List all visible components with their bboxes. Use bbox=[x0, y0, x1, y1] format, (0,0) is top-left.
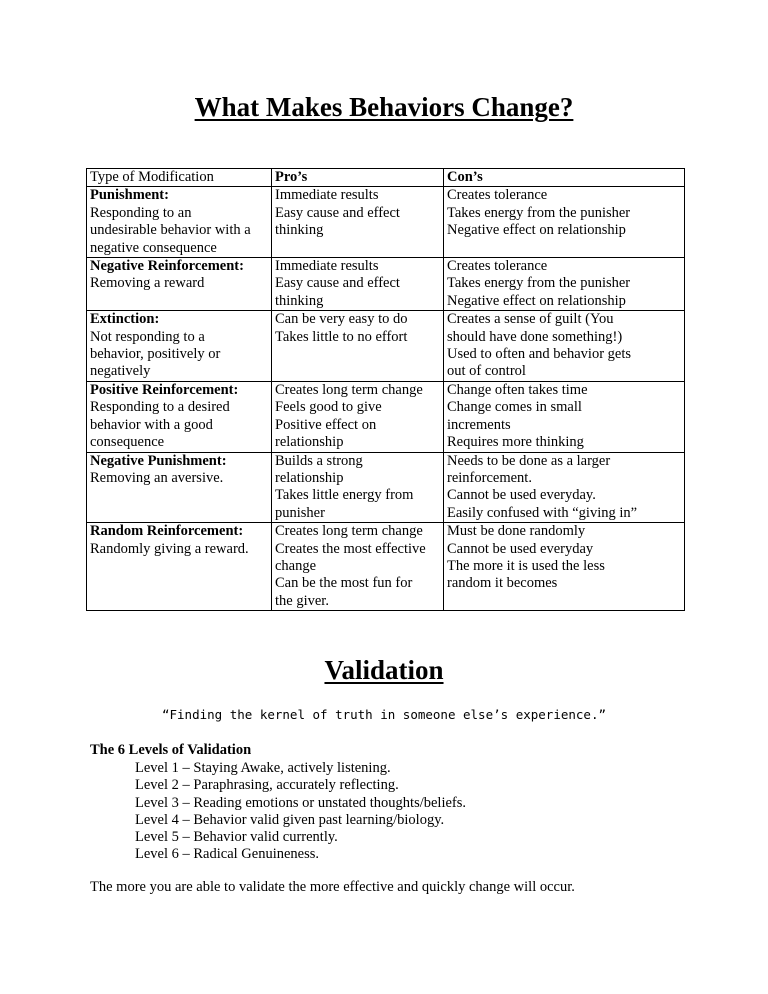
cons-line: Cannot be used everyday bbox=[447, 540, 594, 557]
cons-line: Takes energy from the punisher bbox=[447, 275, 631, 292]
pros-line: Immediate results bbox=[275, 258, 379, 275]
cons-line: should have done something!) bbox=[447, 328, 623, 345]
pros-line: Creates long term change bbox=[275, 381, 423, 398]
table-row bbox=[87, 187, 685, 258]
cons-line: The more it is used the less bbox=[447, 557, 605, 574]
pros-cell bbox=[272, 523, 444, 611]
header-type: Type of Modification bbox=[87, 169, 272, 187]
pros-line: Immediate results bbox=[275, 187, 379, 204]
type-name: Negative Reinforcement: bbox=[90, 258, 244, 275]
pros-line: Positive effect on bbox=[275, 416, 377, 433]
type-desc-line: Removing a reward bbox=[90, 275, 205, 292]
cons-line: Creates tolerance bbox=[447, 258, 548, 275]
type-desc-line: undesirable behavior with a bbox=[90, 222, 251, 239]
type-name: Positive Reinforcement: bbox=[90, 381, 239, 398]
type-desc-line: behavior, positively or bbox=[90, 346, 221, 363]
pros-line: Easy cause and effect bbox=[275, 204, 400, 221]
type-desc-line: Responding to a desired bbox=[90, 399, 230, 416]
cons-cell bbox=[444, 523, 685, 611]
cons-line: Used to often and behavior gets bbox=[447, 346, 632, 363]
pros-line: Feels good to give bbox=[275, 399, 382, 416]
cons-cell bbox=[444, 258, 685, 311]
cons-line: random it becomes bbox=[447, 575, 558, 592]
type-desc-line: Removing an aversive. bbox=[90, 469, 224, 486]
type-cell bbox=[87, 452, 272, 523]
type-desc-line: negative consequence bbox=[90, 239, 217, 256]
cons-cell bbox=[444, 187, 685, 258]
cons-line: reinforcement. bbox=[447, 469, 532, 486]
table-row bbox=[87, 523, 685, 611]
validation-summary: The more you are able to validate the more effective and quickly change will occur. bbox=[90, 879, 575, 895]
pros-line: Can be very easy to do bbox=[275, 311, 408, 328]
validation-title: Validation bbox=[324, 655, 444, 685]
pros-line: Takes little to no effort bbox=[275, 328, 408, 345]
list-item: Level 6 – Radical Genuineness. bbox=[135, 846, 320, 863]
type-name: Punishment: bbox=[90, 187, 169, 204]
type-cell bbox=[87, 523, 272, 611]
pros-line: change bbox=[275, 557, 317, 574]
cons-line: out of control bbox=[447, 363, 526, 380]
pros-line: relationship bbox=[275, 434, 344, 451]
pros-cell bbox=[272, 452, 444, 523]
pros-line: Builds a strong bbox=[275, 452, 363, 469]
cons-cell bbox=[444, 452, 685, 523]
cons-line: Takes energy from the punisher bbox=[447, 204, 631, 221]
cons-line: Creates a sense of guilt (You bbox=[447, 311, 614, 328]
list-item: Level 5 – Behavior valid currently. bbox=[135, 829, 338, 846]
header-cons: Con’s bbox=[444, 169, 685, 187]
type-name: Negative Punishment: bbox=[90, 452, 227, 469]
header-pros: Pro’s bbox=[272, 169, 444, 187]
list-item: Level 4 – Behavior valid given past learning/biology. bbox=[135, 811, 445, 828]
pros-line: relationship bbox=[275, 469, 344, 486]
behavior-modification-table bbox=[86, 168, 685, 611]
type-name: Extinction: bbox=[90, 311, 160, 328]
pros-cell bbox=[272, 311, 444, 382]
cons-line: Easily confused with “giving in” bbox=[447, 504, 638, 521]
cons-cell bbox=[444, 311, 685, 382]
cons-line: Must be done randomly bbox=[447, 523, 586, 540]
table-row bbox=[87, 258, 685, 311]
cons-line: Change often takes time bbox=[447, 381, 588, 398]
cons-line: Requires more thinking bbox=[447, 434, 584, 451]
cons-line: Cannot be used everyday. bbox=[447, 487, 596, 504]
type-desc-line: Randomly giving a reward. bbox=[90, 540, 249, 557]
type-name: Random Reinforcement: bbox=[90, 523, 244, 540]
page-title: What Makes Behaviors Change? bbox=[194, 92, 574, 122]
levels-heading: The 6 Levels of Validation bbox=[90, 742, 252, 758]
pros-cell bbox=[272, 187, 444, 258]
pros-cell bbox=[272, 258, 444, 311]
pros-line: Takes little energy from bbox=[275, 487, 414, 504]
list-item: Level 3 – Reading emotions or unstated thoughts/beliefs. bbox=[135, 794, 467, 811]
cons-line: increments bbox=[447, 416, 511, 433]
pros-cell bbox=[272, 381, 444, 452]
pros-line: punisher bbox=[275, 504, 325, 521]
type-cell bbox=[87, 311, 272, 382]
type-desc-line: Not responding to a bbox=[90, 328, 205, 345]
cons-line: Needs to be done as a larger bbox=[447, 452, 611, 469]
pros-line: thinking bbox=[275, 292, 324, 309]
cons-line: Negative effect on relationship bbox=[447, 222, 626, 239]
table-row bbox=[87, 381, 685, 452]
table-header-row bbox=[87, 169, 685, 187]
table-row bbox=[87, 311, 685, 382]
pros-line: Creates long term change bbox=[275, 523, 423, 540]
type-desc-line: behavior with a good bbox=[90, 416, 213, 433]
cons-cell bbox=[444, 381, 685, 452]
type-desc-line: negatively bbox=[90, 363, 151, 380]
validation-quote: “Finding the kernel of truth in someone else’s experience.” bbox=[161, 707, 606, 722]
list-item: Level 2 – Paraphrasing, accurately reflecting. bbox=[135, 777, 399, 794]
cons-line: Creates tolerance bbox=[447, 187, 548, 204]
cons-line: Negative effect on relationship bbox=[447, 292, 626, 309]
pros-line: Creates the most effective bbox=[275, 540, 426, 557]
pros-line: Easy cause and effect bbox=[275, 275, 400, 292]
cons-line: Change comes in small bbox=[447, 399, 582, 416]
list-item: Level 1 – Staying Awake, actively listening. bbox=[135, 760, 391, 776]
levels-list bbox=[135, 760, 466, 864]
pros-line: Can be the most fun for bbox=[275, 575, 413, 592]
type-cell bbox=[87, 258, 272, 311]
type-desc-line: Responding to an bbox=[90, 204, 192, 221]
pros-line: the giver. bbox=[275, 592, 329, 609]
pros-line: thinking bbox=[275, 222, 324, 239]
type-desc-line: consequence bbox=[90, 434, 165, 451]
table-row bbox=[87, 452, 685, 523]
type-cell bbox=[87, 187, 272, 258]
type-cell bbox=[87, 381, 272, 452]
